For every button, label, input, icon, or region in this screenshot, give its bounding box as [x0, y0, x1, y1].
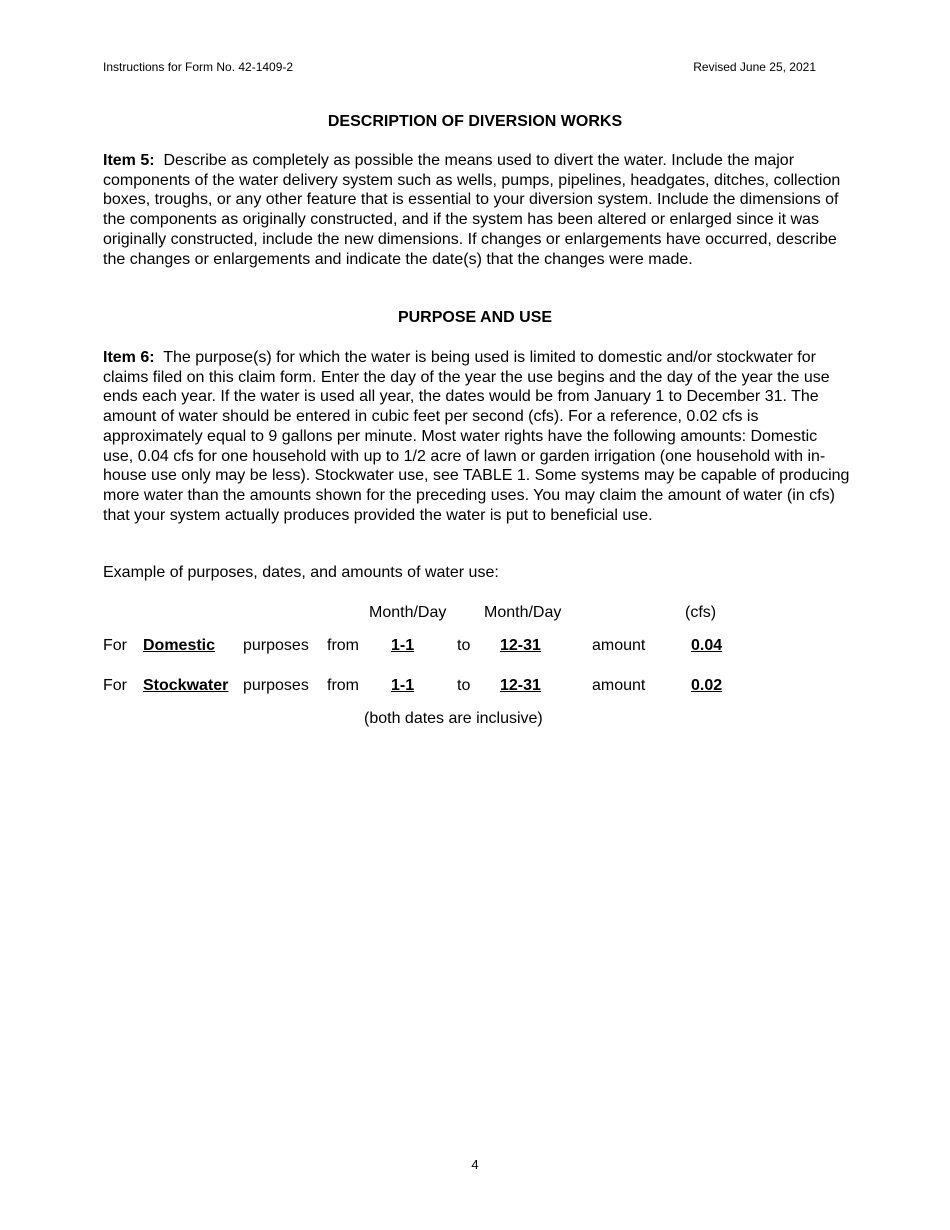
amount-word: amount	[592, 677, 646, 694]
dates-inclusive-note: (both dates are inclusive)	[364, 710, 543, 727]
item-6-text: The purpose(s) for which the water is being used is limited to domestic and/or stockwater for claims filed on this claim form. Enter the day of the year the use begins and the day of the year the use ends each year. If the water is used all year, the dates would be from January 1 to December 31. The amount of water should be entered in cubic feet per second (cfs). For a reference, 0.02 cfs is approximately equal to 9 gallons per minute. Most water rights have the following amounts: Domestic use, 0.04 cfs for one household with up to 1/2 acre of lawn or garden irrigation (one household with in-house use only may be less). Stockwater use, see TABLE 1. Some systems may be capable of producing more water than the amounts shown for the preceding uses. You may claim the amount of water (in cfs) that your system actually produces provided the water is put to beneficial use.	[103, 349, 850, 524]
purpose-value: Stockwater	[143, 677, 229, 694]
for-word: For	[103, 677, 127, 694]
amount-word: amount	[592, 637, 646, 654]
to-date-value: 12-31	[500, 677, 541, 694]
from-date-column-header: Month/Day	[369, 604, 447, 621]
from-word: from	[327, 637, 359, 654]
from-date-value: 1-1	[391, 637, 415, 654]
amount-value: 0.04	[691, 637, 723, 654]
section-heading-diversion-works: DESCRIPTION OF DIVERSION WORKS	[327, 113, 623, 130]
item-6-paragraph	[103, 348, 851, 525]
example-intro: Example of purposes, dates, and amounts of water use:	[103, 564, 499, 581]
amount-value: 0.02	[691, 677, 723, 694]
from-date-value: 1-1	[391, 677, 415, 694]
form-title: Instructions for Form No. 42-1409-2	[103, 60, 294, 74]
to-word: to	[457, 677, 471, 694]
item-5-text: Describe as completely as possible the means used to divert the water. Include the major components of the water delivery system such as wells, pumps, pipelines, headgates, ditches, collection boxes, troughs, or any other feature that is essential to your diversion system. Include the dimensions of the components as originally constructed, and if the system has been altered or enlarged since it was originally constructed, include the new dimensions. If changes or enlargements have occurred, describe the changes or enlargements and indicate the date(s) that the changes were made.	[103, 152, 841, 268]
amount-column-header: (cfs)	[685, 604, 717, 621]
to-date-column-header: Month/Day	[484, 604, 562, 621]
revision-date: Revised June 25, 2021	[693, 60, 816, 74]
item-5-label: Item 5:	[103, 152, 155, 169]
to-date-value: 12-31	[500, 637, 541, 654]
item-5-paragraph	[103, 151, 851, 269]
page-number: 4	[471, 1157, 479, 1172]
section-heading-purpose-and-use: PURPOSE AND USE	[397, 309, 553, 326]
item-6-label: Item 6:	[103, 349, 155, 366]
for-word: For	[103, 637, 127, 654]
from-word: from	[327, 677, 359, 694]
purposes-word: purposes	[243, 677, 309, 694]
to-word: to	[457, 637, 471, 654]
purpose-value: Domestic	[143, 637, 216, 654]
purposes-word: purposes	[243, 637, 309, 654]
